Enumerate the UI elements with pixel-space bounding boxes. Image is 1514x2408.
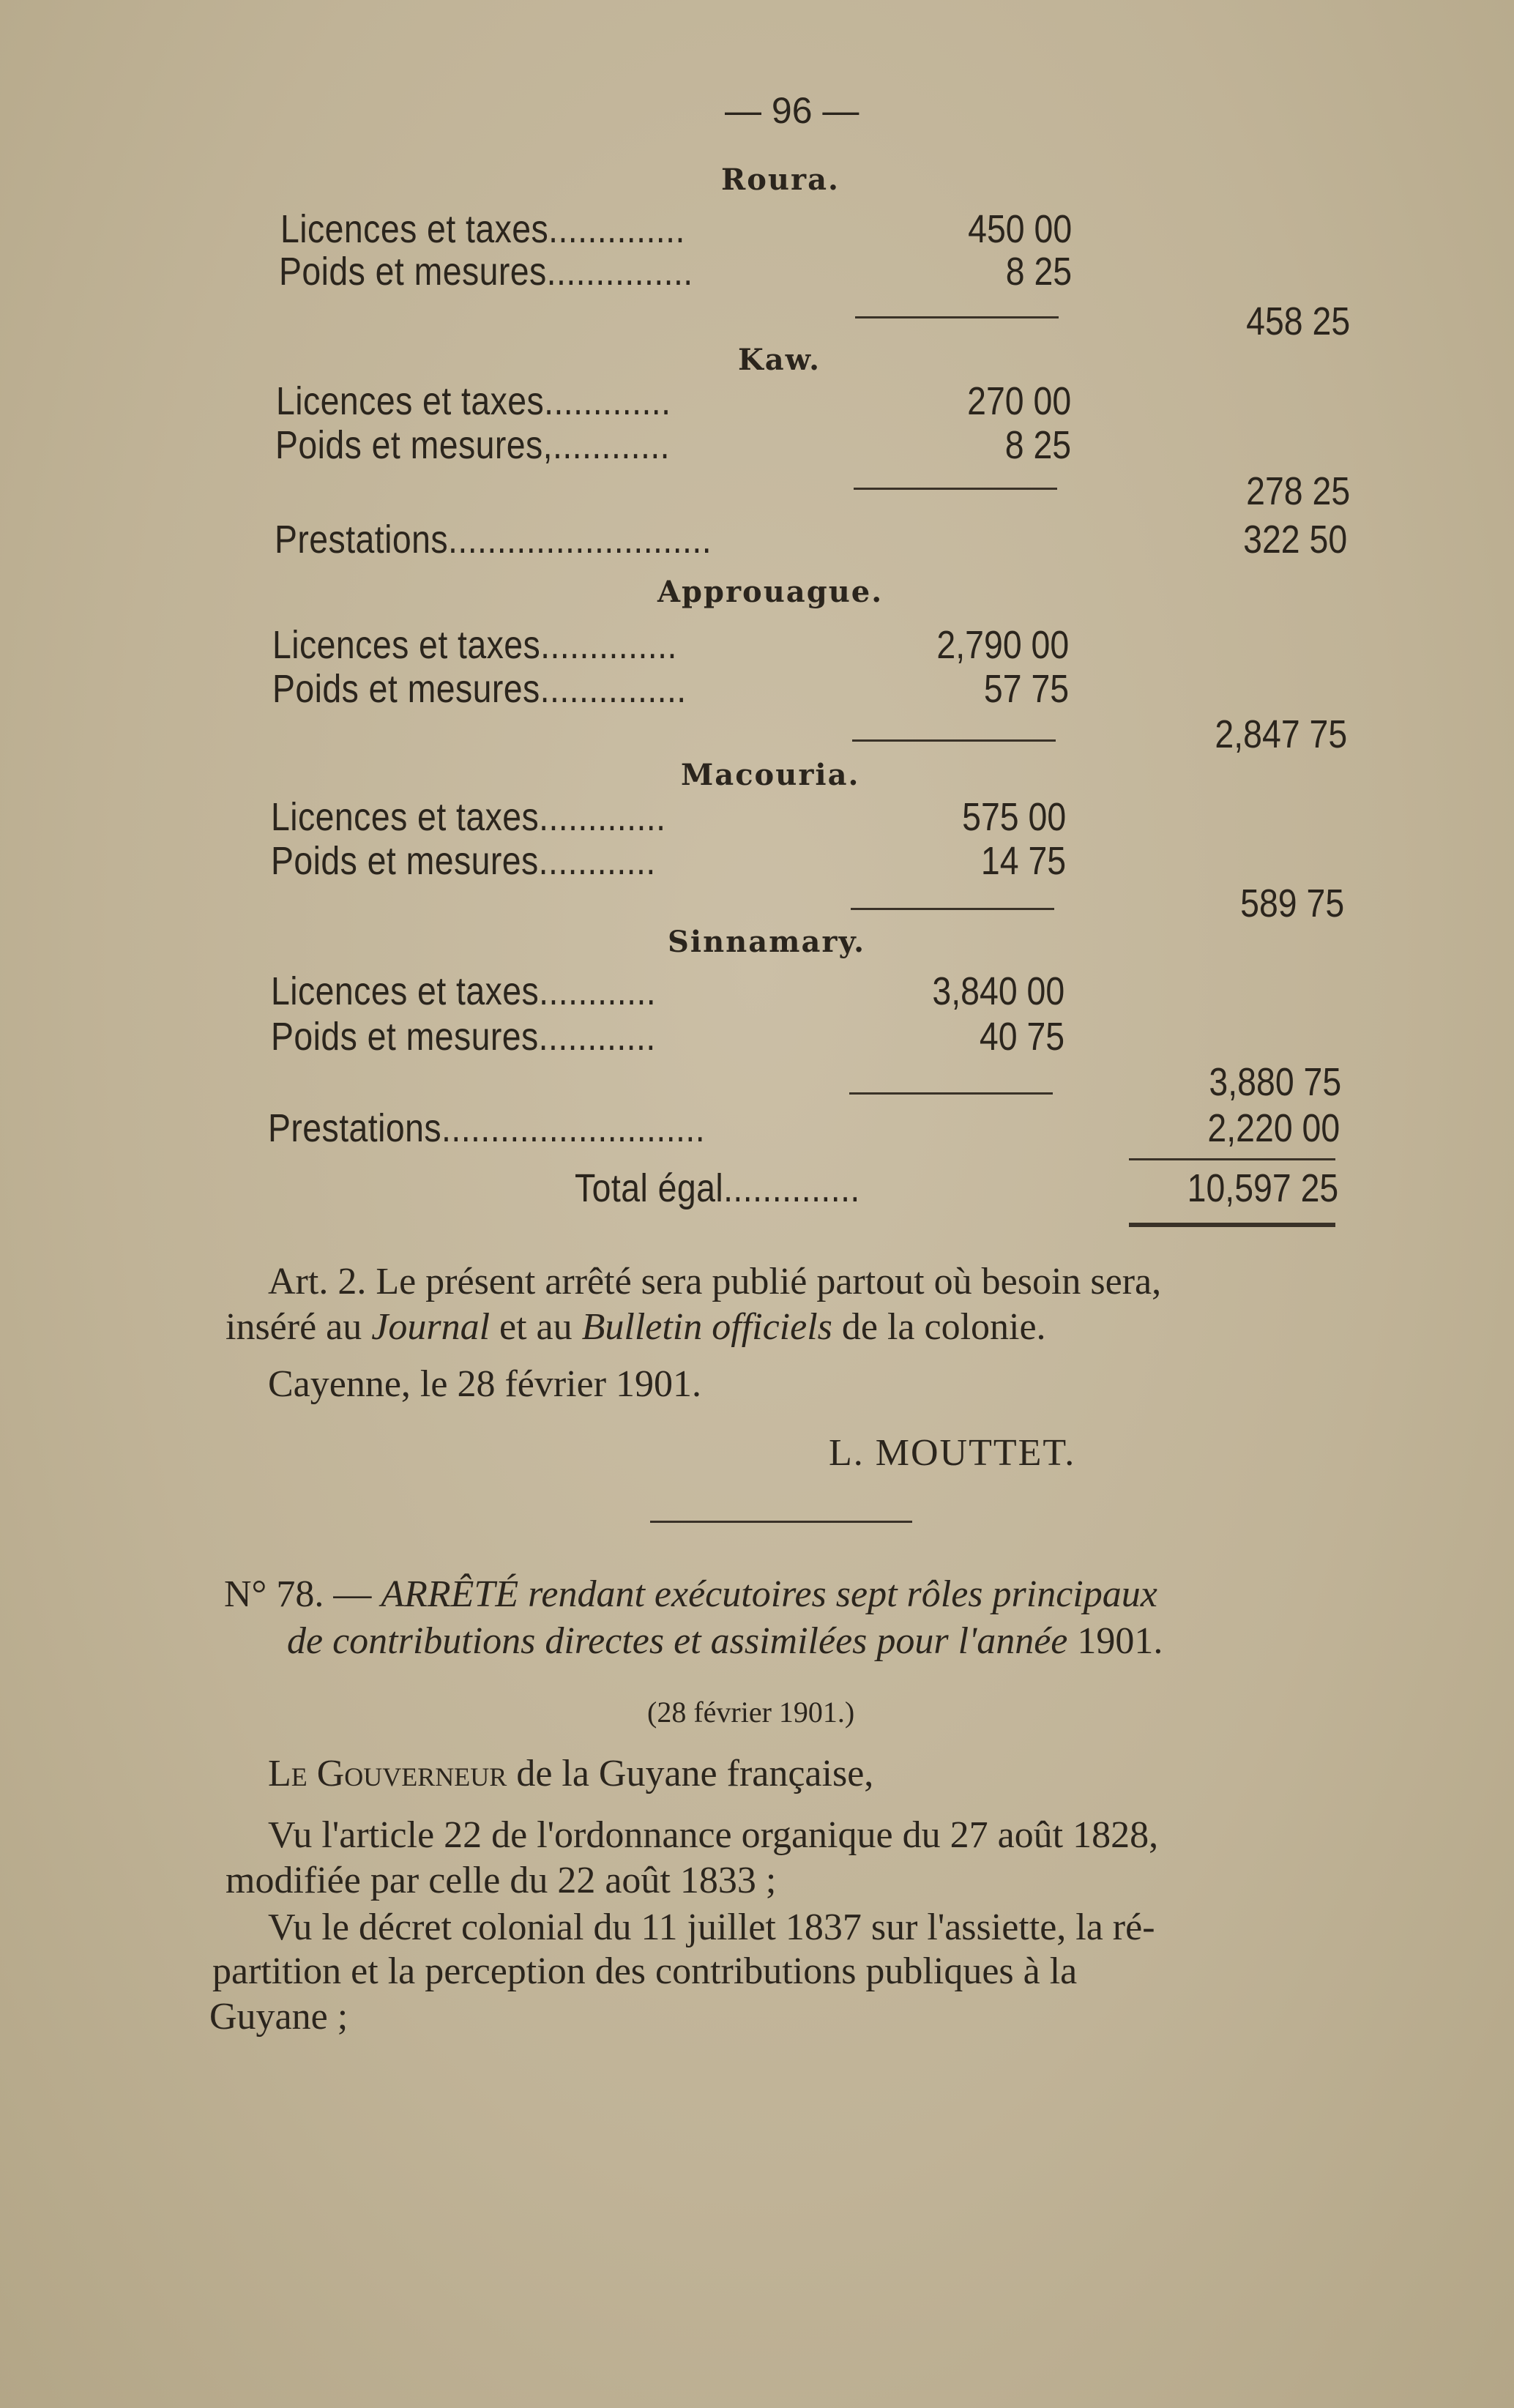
row-label: Poids et mesures............: [271, 839, 656, 883]
subtotal-rule: [849, 1092, 1053, 1095]
section-heading-kaw: Kaw.: [738, 343, 821, 377]
row-value: 575 00: [961, 795, 1066, 839]
subtotal-value: 278 25: [1245, 469, 1350, 513]
place-date: Cayenne, le 28 février 1901.: [268, 1363, 702, 1405]
prestations-value: 322 50: [1242, 518, 1347, 562]
subtotal-value: 458 25: [1245, 299, 1350, 343]
arrete-title-line1: [224, 1570, 1157, 1619]
row-value: 8 25: [1004, 423, 1071, 467]
row-label: Poids et mesures............: [271, 1015, 656, 1059]
row-label: Poids et mesures,............: [275, 423, 670, 467]
vu2-line2: partition et la perception des contributions publiques à la: [212, 1950, 1078, 1992]
signature: L. MOUTTET.: [829, 1432, 1076, 1474]
subtotal-rule: [854, 488, 1057, 490]
prestations-label: Prestations...........................: [275, 518, 712, 562]
row-value: 270 00: [966, 379, 1071, 423]
section-heading-sinnamary: Sinnamary.: [668, 925, 866, 959]
art2-line2: [225, 1303, 1046, 1352]
vu1-line2: modifiée par celle du 22 août 1833 ;: [225, 1860, 777, 1901]
total-value: 10,597 25: [1187, 1166, 1338, 1210]
art2-text: de la colonie.: [832, 1306, 1046, 1348]
page-number: — 96 —: [725, 90, 859, 131]
row-value: 2,790 00: [936, 623, 1069, 667]
vu2-line3: Guyane ;: [209, 1996, 348, 2038]
gouverneur-line: [268, 1750, 873, 1798]
section-heading-approuague: Approuague.: [657, 575, 884, 609]
section-heading-macouria: Macouria.: [681, 758, 860, 792]
row-value: 450 00: [967, 207, 1072, 251]
subtotal-rule: [855, 316, 1059, 318]
section-heading-roura: Roura.: [721, 163, 840, 197]
row-label: Licences et taxes.............: [271, 795, 666, 839]
row-label: Licences et taxes..............: [272, 623, 677, 667]
arrete-number: N° 78. —: [224, 1573, 381, 1615]
art2-lead: Art. 2.: [268, 1261, 367, 1302]
art2-text: et au: [490, 1306, 582, 1348]
arrete-title-line2: [287, 1617, 1163, 1666]
art2-line1: [268, 1258, 1161, 1306]
total-label: Total égal..............: [575, 1166, 860, 1210]
art2-text: inséré au: [225, 1306, 372, 1348]
total-double-rule: [1129, 1223, 1335, 1227]
journal-title: Journal: [371, 1306, 491, 1348]
row-value: 57 75: [983, 667, 1069, 711]
arrete-title: de contributions directes et assimilées pour l'année: [287, 1620, 1078, 1662]
prestations-label: Prestations...........................: [268, 1106, 706, 1150]
vu1-line1: Vu l'article 22 de l'ordonnance organique du 27 août 1828,: [268, 1814, 1159, 1856]
row-label: Poids et mesures...............: [272, 667, 687, 711]
gouverneur-text: de la Guyane française,: [507, 1753, 874, 1794]
subtotal-rule: [851, 908, 1054, 910]
prestations-value: 2,220 00: [1207, 1106, 1340, 1150]
bulletin-title: Bulletin officiels: [581, 1306, 832, 1348]
row-label: Licences et taxes.............: [276, 379, 671, 423]
row-value: 3,840 00: [932, 969, 1064, 1013]
arrete-title: ARRÊTÉ rendant exécutoires sept rôles principaux: [381, 1573, 1157, 1615]
subtotal-value: 2,847 75: [1215, 712, 1347, 756]
total-rule: [1129, 1158, 1335, 1160]
arrete-date: (28 février 1901.): [647, 1696, 855, 1729]
row-value: 8 25: [1005, 250, 1072, 294]
subtotal-value: 3,880 75: [1209, 1060, 1341, 1104]
row-value: 14 75: [980, 839, 1066, 883]
subtotal-rule: [852, 739, 1056, 742]
subtotal-value: 589 75: [1239, 881, 1344, 925]
arrete-year: 1901.: [1077, 1620, 1163, 1662]
separator-rule: [650, 1521, 912, 1523]
gouverneur-title: Le Gouverneur: [268, 1753, 507, 1794]
row-label: Licences et taxes..............: [280, 207, 685, 251]
art2-text: Le présent arrêté sera publié partout où besoin sera,: [366, 1261, 1162, 1302]
row-label: Licences et taxes............: [271, 969, 657, 1013]
vu2-line1: Vu le décret colonial du 11 juillet 1837 sur l'assiette, la ré-: [268, 1906, 1155, 1948]
row-value: 40 75: [979, 1015, 1064, 1059]
row-label: Poids et mesures...............: [279, 250, 693, 294]
